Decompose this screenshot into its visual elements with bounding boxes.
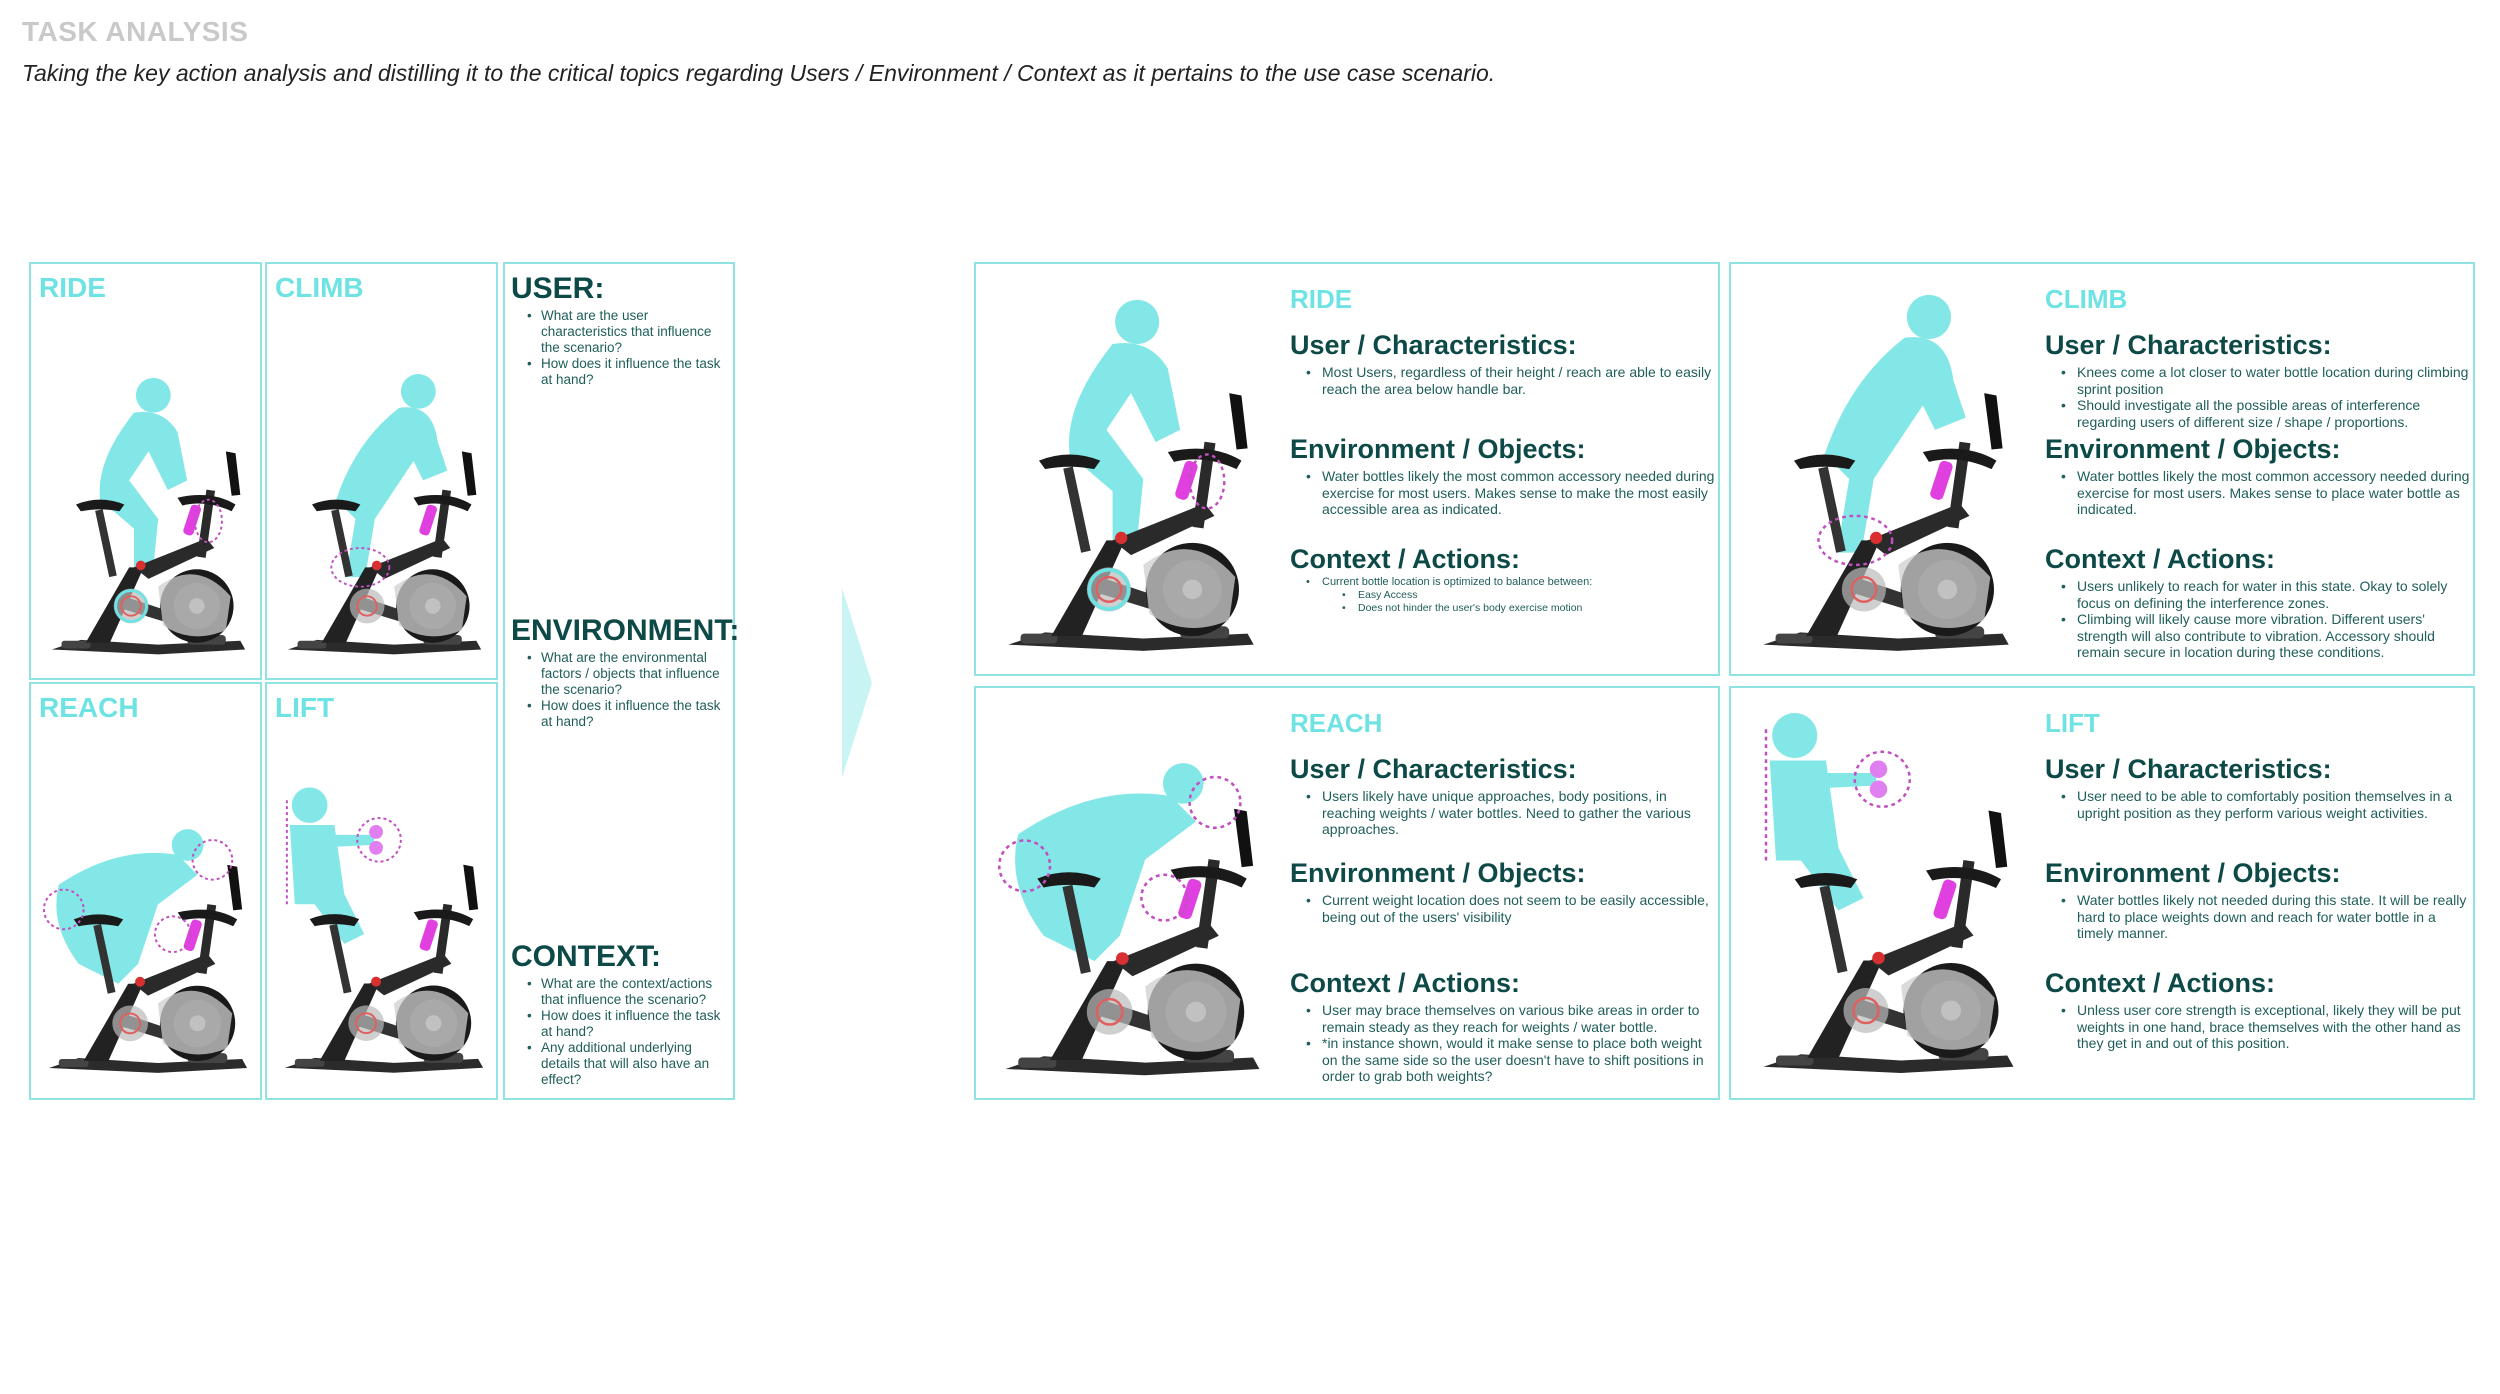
environment-objects-heading: Environment / Objects: xyxy=(1290,434,1586,464)
bike-rider-reach-illustration xyxy=(990,758,1275,1088)
page-subtitle: Taking the key action analysis and distilling it to the critical topics regarding Users / Environment / Context as it pertains to the use case scenario. xyxy=(22,60,1496,86)
user-characteristics-list xyxy=(1306,364,1716,397)
tile-label: CLIMB xyxy=(275,272,364,303)
list-item: • How does it influence the task at hand? xyxy=(527,698,732,730)
card-label: REACH xyxy=(1290,708,1383,738)
user-characteristics-list xyxy=(1306,788,1716,838)
list-item: • Users unlikely to reach for water in this state. Okay to solely focus on defining the interference zones. xyxy=(2061,578,2471,611)
sub-list-item: • Does not hinder the user's body exercise motion xyxy=(1342,602,1716,615)
card-label: CLIMB xyxy=(2045,284,2128,314)
context-actions-heading: Context / Actions: xyxy=(2045,968,2276,998)
tile-label: RIDE xyxy=(39,272,106,303)
list-item: • Knees come a lot closer to water bottle location during climbing sprint position xyxy=(2061,364,2471,397)
tile-reach xyxy=(29,682,262,1100)
environment-objects-list xyxy=(1306,468,1716,518)
tile-lift xyxy=(265,682,498,1100)
context-actions-list xyxy=(2061,578,2471,661)
context-actions-list xyxy=(1306,1002,1716,1085)
user-characteristics-list xyxy=(2061,364,2471,430)
context-question-list xyxy=(527,976,732,1088)
list-item: • How does it influence the task at hand? xyxy=(527,1008,732,1040)
list-item: • Current weight location does not seem to be easily accessible, being out of the users' visibility xyxy=(1306,892,1716,925)
questions-panel xyxy=(503,262,740,1100)
context-actions-heading: Context / Actions: xyxy=(2045,544,2276,574)
user-characteristics-heading: User / Characteristics: xyxy=(2045,754,2332,784)
list-item: • Water bottles likely not needed during this state. It will be really hard to place weights down and reach for water bottle in a timely manner. xyxy=(2061,892,2471,942)
list-item: • What are the user characteristics that influence the scenario? xyxy=(527,308,732,356)
user-characteristics-heading: User / Characteristics: xyxy=(2045,330,2332,360)
context-actions-list xyxy=(2061,1002,2471,1052)
tile-label: REACH xyxy=(39,692,139,723)
list-item: • Should investigate all the possible areas of interference regarding users of different size / shape / proportions. xyxy=(2061,397,2471,430)
environment-objects-list xyxy=(2061,468,2471,518)
list-item: • Climbing will likely cause more vibration. Different users' strength will also contribute to vibration. Accessory should remain secure in location during these conditions. xyxy=(2061,611,2471,661)
environment-objects-heading: Environment / Objects: xyxy=(2045,434,2341,464)
card-label: LIFT xyxy=(2045,708,2100,738)
card-label: RIDE xyxy=(1290,284,1353,314)
list-item: • What are the environmental factors / objects that influence the scenario? xyxy=(527,650,732,698)
sub-list xyxy=(1342,589,1716,615)
list-item: • What are the context/actions that influence the scenario? xyxy=(527,976,732,1008)
list-item: • Most Users, regardless of their height / reach are able to easily reach the area below handle bar. xyxy=(1306,364,1716,397)
environment-question-heading: ENVIRONMENT: xyxy=(511,614,740,647)
bike-rider-climb-illustration xyxy=(1751,294,2021,664)
list-item: • *in instance shown, would it make sense to place both weight on the same side so the user doesn't have to shift positions in order to grab both weights? xyxy=(1306,1035,1716,1085)
detail-card-climb xyxy=(1729,262,2475,676)
environment-objects-heading: Environment / Objects: xyxy=(1290,858,1586,888)
user-characteristics-heading: User / Characteristics: xyxy=(1290,330,1577,360)
tile-climb xyxy=(265,262,498,680)
list-item: • Water bottles likely the most common accessory needed during exercise for most users. Makes sense to place water bottle as indicated. xyxy=(2061,468,2471,518)
tile-ride xyxy=(29,262,262,680)
bike-rider-lift-illustration xyxy=(275,784,493,1084)
bike-rider-lift-illustration xyxy=(1751,708,2026,1088)
context-actions-list xyxy=(1306,576,1716,615)
list-item: • Water bottles likely the most common accessory needed during exercise for most users. Makes sense to make the most easily accessible area as indicated. xyxy=(1306,468,1716,518)
environment-objects-heading: Environment / Objects: xyxy=(2045,858,2341,888)
bike-rider-ride-illustration xyxy=(41,374,256,664)
list-item: • Users likely have unique approaches, body positions, in reaching weights / water bottles. Need to gather the various approaches. xyxy=(1306,788,1716,838)
list-item: • Any additional underlying details that will also have an effect? xyxy=(527,1040,732,1088)
list-item-text: Current bottle location is optimized to balance between: xyxy=(1322,576,1593,588)
detail-card-reach xyxy=(974,686,1720,1100)
bike-rider-ride-illustration xyxy=(996,294,1266,664)
context-actions-heading: Context / Actions: xyxy=(1290,544,1521,574)
context-question-heading: CONTEXT: xyxy=(511,940,661,973)
detail-card-ride xyxy=(974,262,1720,676)
context-actions-heading: Context / Actions: xyxy=(1290,968,1521,998)
user-question-heading: USER: xyxy=(511,272,605,305)
user-characteristics-list xyxy=(2061,788,2471,821)
page-title: TASK ANALYSIS xyxy=(22,16,249,47)
chevron-right-icon xyxy=(842,588,872,778)
bike-rider-climb-illustration xyxy=(277,374,492,664)
detail-card-lift xyxy=(1729,686,2475,1100)
sub-list-item: • Easy Access xyxy=(1342,589,1716,602)
user-characteristics-heading: User / Characteristics: xyxy=(1290,754,1577,784)
list-item: • Unless user core strength is exceptional, likely they will be put weights in one hand, brace themselves with the other hand as they get in and out of this position. xyxy=(2061,1002,2471,1052)
list-item: • How does it influence the task at hand? xyxy=(527,356,732,388)
tile-label: LIFT xyxy=(275,692,335,723)
list-item: • User need to be able to comfortably position themselves in a upright position as they perform various weight activities. xyxy=(2061,788,2471,821)
environment-objects-list xyxy=(1306,892,1716,925)
environment-question-list xyxy=(527,650,732,730)
bike-rider-reach-illustration xyxy=(39,824,257,1084)
environment-objects-list xyxy=(2061,892,2471,942)
list-item xyxy=(1306,576,1716,615)
list-item: • User may brace themselves on various bike areas in order to remain steady as they reach for weights / water bottle. xyxy=(1306,1002,1716,1035)
user-question-list xyxy=(527,308,732,388)
